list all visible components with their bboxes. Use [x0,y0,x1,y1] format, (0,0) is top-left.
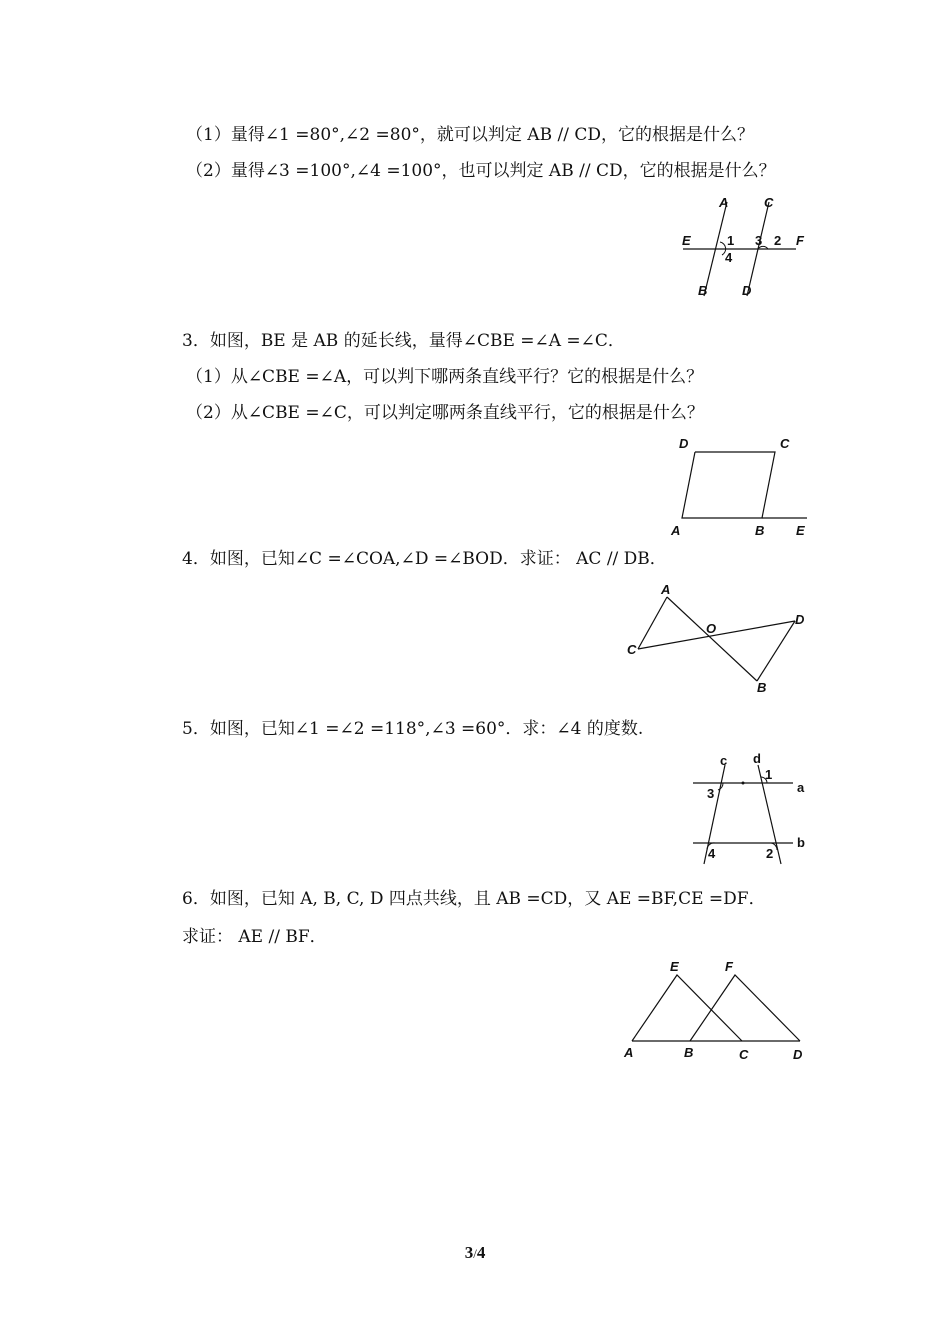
label-C: C [764,195,774,210]
label-A: A [671,523,681,538]
label-E: E [796,523,805,538]
label-a: a [797,780,805,795]
label-A: A [719,195,729,210]
q6-figure [620,955,815,1070]
page-number [0,1243,950,1263]
label-D: D [793,1047,803,1062]
label-3: 3 [707,786,715,801]
label-C: C [627,642,637,657]
label-b: b [797,835,805,850]
label-c: c [720,753,728,768]
label-3: 3 [755,233,763,248]
label-E: E [670,959,679,974]
label-B: B [755,523,765,538]
label-2: 2 [774,233,782,248]
q2-sub1: （1）量得∠1 =80°,∠2 =80°，就可以判定 AB // CD，它的根据是什么？ [186,125,754,145]
label-D: D [795,612,805,627]
q2-sub2: （2）量得∠3 =100°,∠4 =100°，也可以判定 AB // CD，它的根据是什么？ [186,161,776,181]
label-1: 1 [727,233,735,248]
label-B: B [698,283,708,298]
label-D: D [679,436,689,451]
q3-sub2: （2）从∠CBE =∠C，可以判定哪两条直线平行，它的根据是什么？ [186,403,704,423]
label-4: 4 [708,846,716,861]
page-total: 4 [476,1243,486,1262]
q3-stem: 3．如图，BE 是 AB 的延长线，量得∠CBE =∠A =∠C． [182,331,625,351]
label-F: F [725,959,733,974]
label-D: D [742,283,752,298]
q3-sub1: （1）从∠CBE =∠A，可以判下哪两条直线平行？它的根据是什么？ [186,367,704,387]
label-C: C [739,1047,749,1062]
label-A: A [661,582,671,597]
label-B: B [757,680,767,695]
label-E: E [682,233,691,248]
q4-stem: 4．如图，已知∠C =∠COA,∠D =∠BOD．求证： AC // DB． [182,549,667,569]
page-current: 3 [464,1243,474,1262]
label-C: C [780,436,790,451]
q5-figure [685,750,815,870]
q3-figure [665,432,815,542]
label-d: d [753,751,761,766]
q4-figure [625,580,815,700]
label-2: 2 [766,846,774,861]
label-O: O [706,621,717,636]
q6-prove: 求证： AE // BF． [182,927,327,947]
label-A: A [624,1045,634,1060]
q6-stem: 6．如图，已知 A, B, C, D 四点共线，且 AB =CD，又 AE =BF,CE =DF． [182,889,766,909]
q5-stem: 5．如图，已知∠1 =∠2 =118°,∠3 =60°．求：∠4 的度数. [182,719,644,739]
page-separator: / [473,1246,477,1261]
label-1: 1 [765,767,773,782]
label-4: 4 [725,250,733,265]
label-F: F [796,233,804,248]
q2-figure [678,192,818,302]
label-B: B [684,1045,694,1060]
